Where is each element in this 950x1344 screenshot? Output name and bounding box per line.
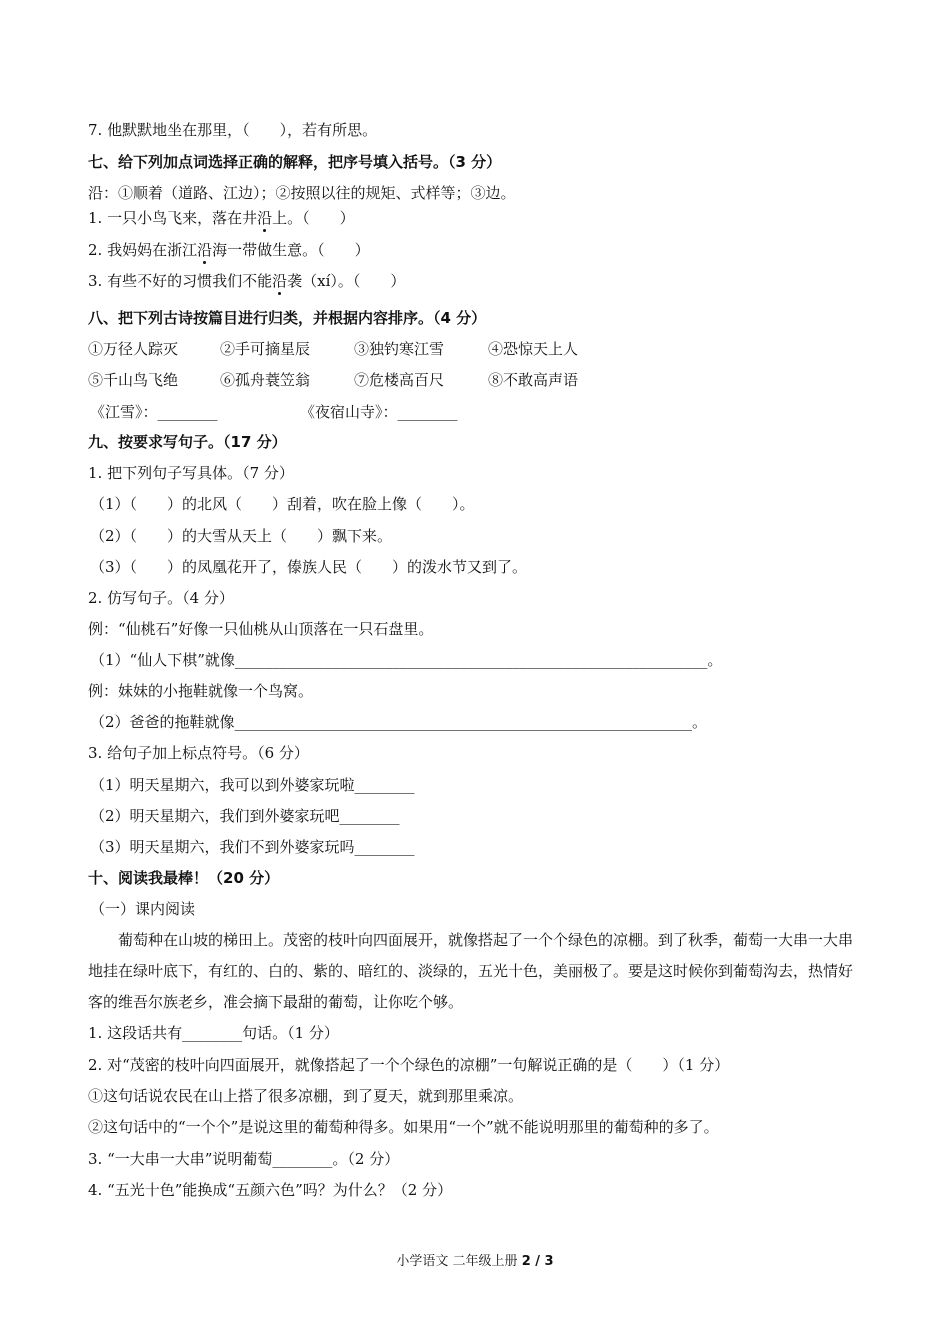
answer-jiangxue: 《江雪》：________	[90, 403, 218, 421]
answer-yesushansi: 《夜宿山寺》：________	[300, 403, 458, 421]
reading-question-2-option-b: ②这句话中的“一个个”是说这里的葡萄种得多。如果用“一个”就不能说明那里的葡萄种的多了。	[88, 1118, 719, 1136]
section-9-1-item-2: （2）（ ）的大雪从天上（ ）飘下来。	[90, 527, 393, 545]
section-9-heading: 九、按要求写句子。（17 分）	[88, 433, 287, 451]
reading-question-3: 3. “一大串一大串”说明葡萄________。（2 分）	[88, 1150, 400, 1168]
poem-option-6: ⑥孤舟蓑笠翁	[220, 371, 311, 389]
section-7-item-2: 2. 我妈妈在浙江沿海一带做生意。（ ）	[88, 241, 370, 259]
section-9-part-2: 2. 仿写句子。（4 分）	[88, 589, 234, 607]
section-9-3-item-2: （2）明天星期六，我们到外婆家玩吧________	[90, 807, 400, 825]
poem-option-8: ⑧不敢高声语	[488, 371, 579, 389]
page-footer	[0, 1250, 950, 1269]
poem-option-1: ①万径人踪灭	[88, 340, 179, 358]
section-9-2-item-1: （1）“仙人下棋”就像_______________________________________________________________。	[90, 651, 723, 669]
poem-option-2: ②手可摘星辰	[220, 340, 311, 358]
reading-question-2-option-a: ①这句话说农民在山上搭了很多凉棚，到了夏天，就到那里乘凉。	[88, 1087, 524, 1105]
reading-question-4: 4. “五光十色”能换成“五颜六色”吗？为什么？（2 分）	[88, 1181, 453, 1199]
poem-option-3: ③独钓寒江雪	[354, 340, 445, 358]
question-7: 7. 他默默地坐在那里，（ ），若有所思。	[88, 121, 378, 139]
reading-question-2: 2. 对“茂密的枝叶向四面展开，就像搭起了一个个绿色的凉棚”一句解说正确的是（ ）（1 分）	[88, 1056, 730, 1074]
section-9-part-3: 3. 给句子加上标点符号。（6 分）	[88, 744, 309, 762]
dotted-word: 沿	[197, 241, 213, 259]
poem-option-5: ⑤千山鸟飞绝	[88, 371, 179, 389]
footer-label: 小学语文 二年级上册	[396, 1254, 522, 1269]
section-9-2-item-2: （2）爸爸的拖鞋就像_____________________________________________________________。	[90, 713, 708, 731]
reading-question-1: 1. 这段话共有________句话。（1 分）	[88, 1024, 339, 1042]
section-9-1-item-1: （1）（ ）的北风（ ）刮着，吹在脸上像（ ）。	[90, 495, 475, 513]
section-9-2-example-2: 例：妹妹的小拖鞋就像一个鸟窝。	[88, 682, 314, 700]
poem-option-7: ⑦危楼高百尺	[354, 371, 445, 389]
section-10-heading: 十、阅读我最棒！（20 分）	[88, 869, 280, 887]
section-9-2-example-1: 例：“仙桃石”好像一只仙桃从山顶落在一只石盘里。	[88, 620, 434, 638]
section-8-heading: 八、把下列古诗按篇目进行归类，并根据内容排序。（4 分）	[88, 309, 487, 327]
dotted-word: 沿	[272, 272, 288, 290]
dotted-word: 沿	[257, 209, 273, 227]
section-7-item-1: 1. 一只小鸟飞来，落在井沿上。（ ）	[88, 209, 355, 227]
reading-passage: 葡萄种在山坡的梯田上。茂密的枝叶向四面展开，就像搭起了一个个绿色的凉棚。到了秋季，葡萄一大串一大串地挂在绿叶底下，有红的、白的、紫的、暗红的、淡绿的，五光十色，美丽极了。要是这时候你到葡萄沟去，热情好客的维吾尔族老乡，准会摘下最甜的葡萄，让你吃个够。	[88, 931, 854, 1011]
section-10-subheading: （一）课内阅读	[90, 900, 196, 918]
section-9-3-item-3: （3）明天星期六，我们不到外婆家玩吗________	[90, 838, 415, 856]
section-9-3-item-1: （1）明天星期六，我可以到外婆家玩啦________	[90, 776, 415, 794]
poem-option-4: ④恐惊天上人	[488, 340, 579, 358]
section-7-item-3: 3. 有些不好的习惯我们不能沿袭（xí）。（ ）	[88, 272, 406, 290]
section-7-definition: 沿：①顺着（道路、江边）；②按照以往的规矩、式样等；③边。	[88, 184, 516, 202]
section-7-heading: 七、给下列加点词选择正确的解释，把序号填入括号。（3 分）	[88, 153, 502, 171]
section-9-1-item-3: （3）（ ）的凤凰花开了，傣族人民（ ）的泼水节又到了。	[90, 558, 528, 576]
section-9-part-1: 1. 把下列句子写具体。（7 分）	[88, 464, 294, 482]
page-number: 2 / 3	[521, 1254, 554, 1269]
